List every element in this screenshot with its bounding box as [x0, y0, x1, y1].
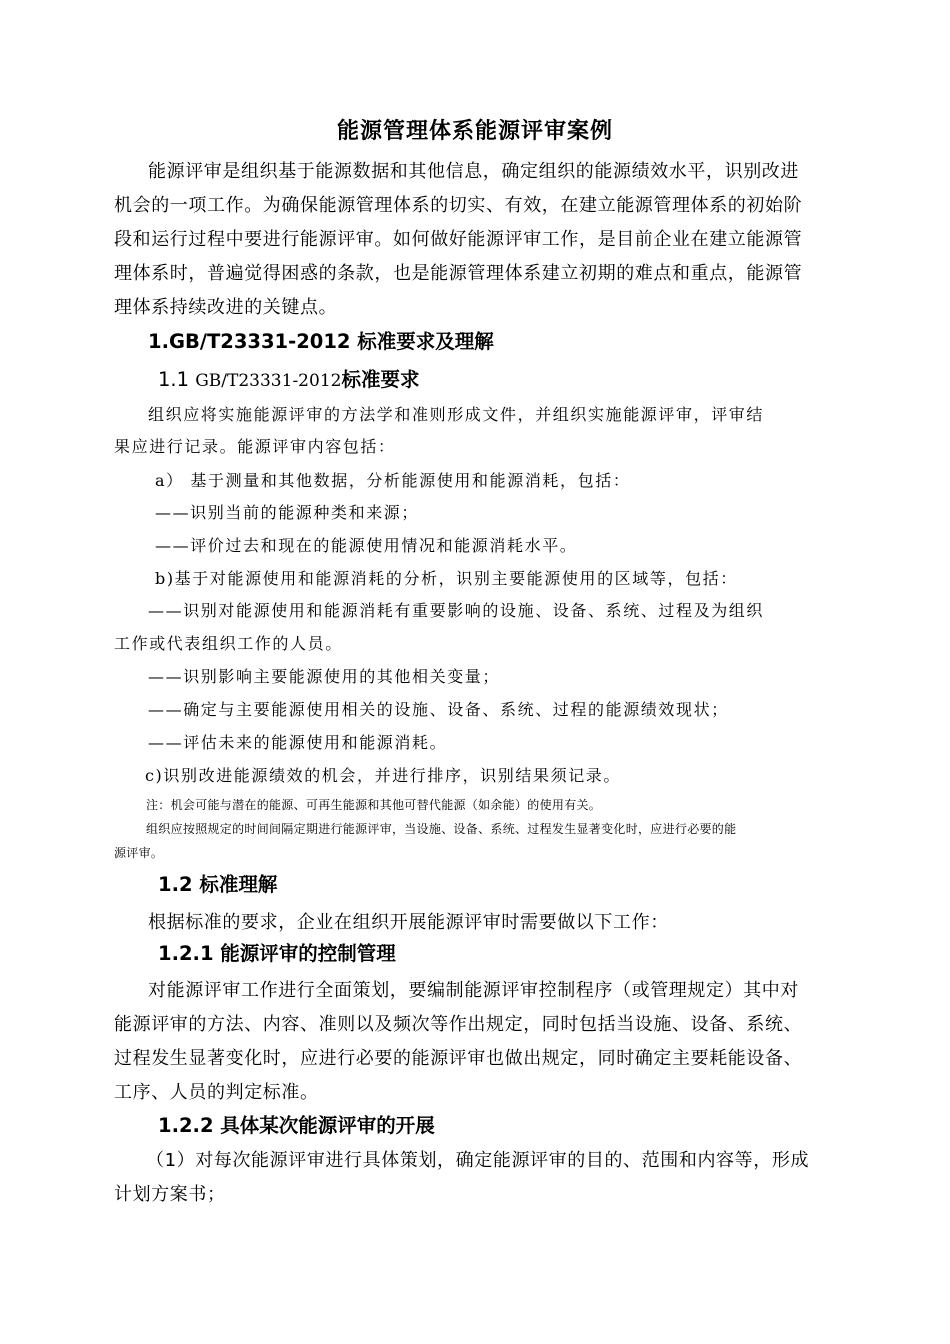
note-line-3: 源评审。: [114, 846, 164, 860]
note-line-2: 组织应按照规定的时间间隔定期进行能源评审，当设施、设备、系统、过程发生显著变化时，应进行必要的能: [146, 822, 737, 836]
requirement-item-a: a） 基于测量和其他数据，分析能源使用和能源消耗，包括：: [155, 471, 631, 490]
section-1-2-2-heading: 1.2.2 具体某次能源评审的开展: [158, 1114, 435, 1137]
section-1-1-title: 标准要求: [341, 368, 420, 391]
intro-line-2: 机会的一项工作。为确保能源管理体系的切实、有效，在建立能源管理体系的初始阶: [114, 195, 803, 216]
requirement-a-1: ——识别当前的能源种类和来源；: [155, 503, 420, 522]
requirement-line-2: 果应进行记录。能源评审内容包括：: [114, 437, 396, 456]
requirement-b-4: ——评估未来的能源使用和能源消耗。: [148, 733, 448, 752]
section-1-2-1-line-4: 工序、人员的判定标准。: [114, 1082, 319, 1103]
requirement-item-b: b)基于对能源使用和能源消耗的分析，识别主要能源使用的区域等，包括：: [155, 569, 738, 588]
document-title: 能源管理体系能源评审案例: [336, 119, 613, 144]
section-1-1-number: 1.1: [158, 368, 196, 391]
requirement-b-1-cont: 工作或代表组织工作的人员。: [114, 634, 343, 653]
intro-line-1: 能源评审是组织基于能源数据和其他信息，确定组织的能源绩效水平，识别改进: [148, 161, 799, 182]
intro-line-3: 段和运行过程中要进行能源评审。如何做好能源评审工作，是目前企业在建立能源管: [114, 229, 803, 250]
requirement-b-2: ——识别影响主要能源使用的其他相关变量；: [148, 667, 501, 686]
requirement-item-c: c)识别改进能源绩效的机会，并进行排序，识别结果须记录。: [145, 766, 622, 785]
section-1-2-2-line-1: （1）对每次能源评审进行具体策划，确定能源评审的目的、范围和内容等，形成: [146, 1150, 810, 1171]
section-1-1-heading: [158, 364, 419, 392]
section-1-2-1-heading: 1.2.1 能源评审的控制管理: [158, 942, 396, 965]
section-1-2-1-line-1: 对能源评审工作进行全面策划，要编制能源评审控制程序（或管理规定）其中对: [148, 980, 799, 1001]
requirement-line-1: 组织应将实施能源评审的方法学和准则形成文件，并组织实施能源评审，评审结: [148, 405, 765, 424]
section-1-2-1-line-3: 过程发生显著变化时，应进行必要的能源评审也做出规定，同时确定主要耗能设备、: [114, 1048, 803, 1069]
intro-line-5: 理体系持续改进的关键点。: [114, 297, 338, 318]
requirement-b-1: ——识别对能源使用和能源消耗有重要影响的设施、设备、系统、过程及为组织: [148, 601, 765, 620]
note-line-1: 注：机会可能与潜在的能源、可再生能源和其他可替代能源（如余能）的使用有关。: [146, 798, 602, 812]
intro-line-4: 理体系时，普遍觉得困惑的条款，也是能源管理体系建立初期的难点和重点，能源管: [114, 263, 803, 284]
section-1-2-heading: 1.2 标准理解: [158, 873, 278, 896]
section-1-2-2-line-2: 计划方案书；: [114, 1184, 226, 1205]
requirement-b-3: ——确定与主要能源使用相关的设施、设备、系统、过程的能源绩效现状；: [148, 700, 729, 719]
section-1-heading: 1.GB/T23331-2012 标准要求及理解: [148, 330, 494, 353]
requirement-a-2: ——评价过去和现在的能源使用情况和能源消耗水平。: [155, 536, 578, 555]
section-1-1-code: GB/T23331-2012: [195, 371, 342, 391]
section-1-2-text: 根据标准的要求，企业在组织开展能源评审时需要做以下工作：: [148, 912, 669, 933]
section-1-2-1-line-2: 能源评审的方法、内容、准则以及频次等作出规定，同时包括当设施、设备、系统、: [114, 1014, 803, 1035]
